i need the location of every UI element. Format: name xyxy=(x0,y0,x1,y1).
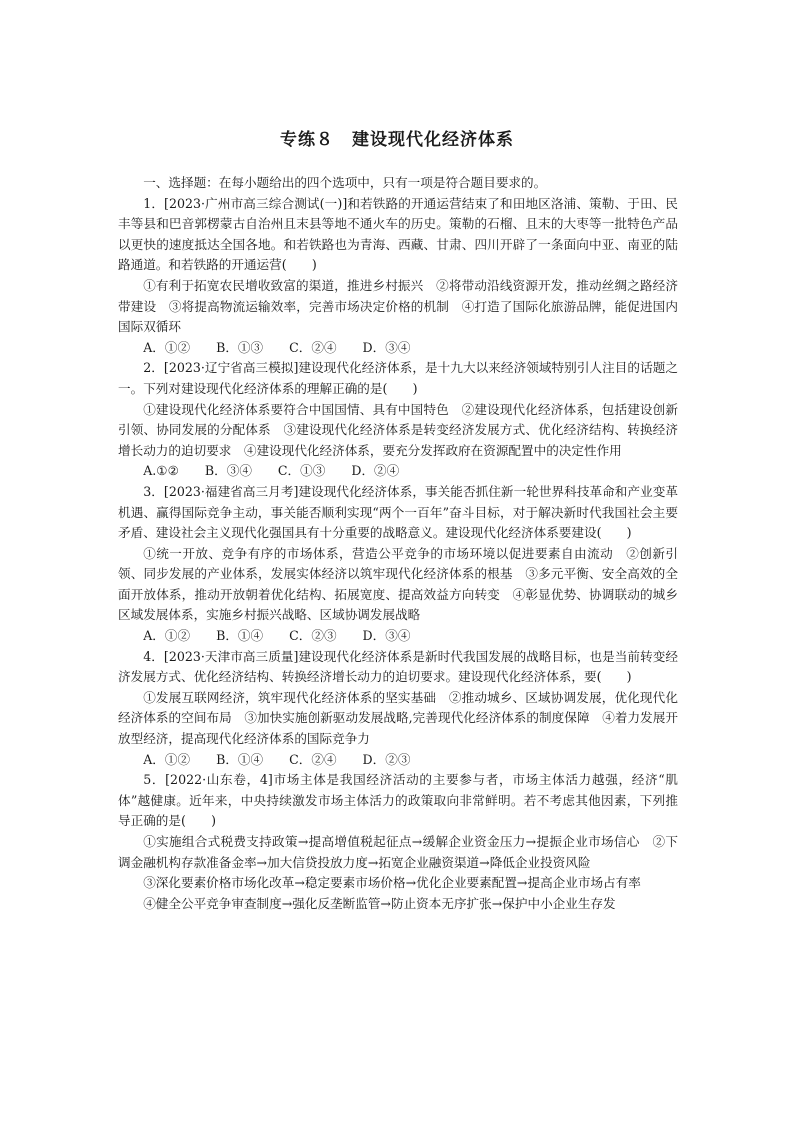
question-list xyxy=(118,173,678,914)
question-4-stem: 4．[2023·天津市高三质量]建设现代化经济体系是新时代我国发展的战略目标，也是当前转变经济发展方式、优化经济结构、转换经济增长动力的迫切要求。建设现代化经济体系，要( ) xyxy=(118,648,678,685)
question-2-stem: 2．[2023·辽宁省高三模拟]建设现代化经济体系，是十九大以来经济领域特别引人注目的话题之一。下列对建设现代化经济体系的理解正确的是( ) xyxy=(118,360,678,396)
question-2-options xyxy=(118,461,678,482)
option-d: D．②④ xyxy=(351,463,400,479)
question-3-stem: 3．[2023·福建省高三月考]建设现代化经济体系，事关能否抓住新一轮世界科技革命和产业变革机遇、赢得国际竞争主动，事关能否顺利实现“两个一百年”奋斗目标，对于解决新时代我国社会主要矛盾、建设社会主义现代化强国具有十分重要的战略意义。建设现代化经济体系要建设( ) xyxy=(118,483,678,541)
question-5-stem: 5．[2022·山东卷，4]市场主体是我国经济活动的主要参与者，市场主体活力越强，经济“肌体”越健康。近年来，中央持续激发市场主体活力的政策取向非常鲜明。若不考虑其他因素，下列推导正确的是( ) xyxy=(118,772,678,829)
option-b: B．①④ xyxy=(216,751,264,767)
page-title: 专练８ 建设现代化经济体系 xyxy=(280,130,514,150)
option-a: A．①② xyxy=(143,339,191,355)
option-c: C．②④ xyxy=(289,339,337,355)
option-c: C．②④ xyxy=(289,751,337,767)
section-heading: 一、选择题：在每小题给出的四个选项中，只有一项是符合题目要求的。 xyxy=(143,175,547,190)
option-c: C．②③ xyxy=(289,628,337,644)
question-5-statement-3: ④健全公平竞争审查制度→强化反垄断监管→防止资本无序扩张→保护中小企业生存发 xyxy=(143,895,616,911)
question-4-options xyxy=(118,750,678,771)
question-3-statements: ①统一开放、竞争有序的市场体系，营造公平竞争的市场环境以促进要素自由流动 ②创新引领、同步发展的产业体系，发展实体经济以筑牢现代化经济体系的根基 ③多元平衡、安全高效的全面开放体系，推动开放朝着优化结构、拓展宽度、提高效益方向转变 ④彰显优势、协调联动的城乡区域发展体系，实施乡村振兴战略、区域协调发展战略 xyxy=(118,545,678,623)
option-b: B．③④ xyxy=(204,463,252,479)
question-5-statement-2: ③深化要素价格市场化改革→稳定要素市场价格→优化企业要素配置→提高企业市场占有率 xyxy=(143,875,641,891)
option-d: D．③④ xyxy=(362,339,411,355)
option-b: B．①④ xyxy=(216,628,264,644)
question-2-statements: ①建设现代化经济体系要符合中国国情、具有中国特色 ②建设现代化经济体系，包括建设创新引领、协同发展的分配体系 ③建设现代化经济体系是转变经济发展方式、优化经济结构、转换经济增长动力的迫切要求 ④建设现代化经济体系，要充分发挥政府在资源配置中的决定性作用 xyxy=(118,401,678,458)
option-d: D．③④ xyxy=(362,628,411,644)
question-5-statement-1: ①实施组合式税费支持政策→提高增值税起征点→缓解企业资金压力→提振企业市场信心 ②下调金融机构存款准备金率→加大信贷投放力度→拓宽企业融资渠道→降低企业投资风险 xyxy=(118,834,678,870)
question-3-options xyxy=(118,626,678,647)
question-1-statements: ①有利于拓宽农民增收致富的渠道，推进乡村振兴 ②将带动沿线资源开发，推动丝绸之路经济带建设 ③将提高物流运输效率，完善市场决定价格的机制 ④打造了国际化旅游品牌，能促进国内国际双循环 xyxy=(118,277,678,335)
option-d: D．②③ xyxy=(362,751,411,767)
option-a: A.①② xyxy=(143,463,179,479)
option-b: B．①③ xyxy=(216,339,264,355)
question-1-options xyxy=(118,338,678,359)
option-a: A．①② xyxy=(143,751,191,767)
question-1-stem: 1．[2023·广州市高三综合测试(一)]和若铁路的开通运营结束了和田地区洛浦、策勒、于田、民丰等县和巴音郭楞蒙古自治州且末县等地不通火车的历史。策勒的石榴、且末的大枣等一批特色产品以更快的速度抵达全国各地。和若铁路也为青海、西藏、甘肃、四川开辟了一条面向中亚、南亚的陆路通道。和若铁路的开通运营( ) xyxy=(118,195,678,273)
question-4-statements: ①发展互联网经济，筑牢现代化经济体系的坚实基础 ②推动城乡、区域协调发展，优化现代化经济体系的空间布局 ③加快实施创新驱动发展战略,完善现代化经济体系的制度保障 ④着力发展开放型经济，提高现代化经济体系的国际竞争力 xyxy=(118,689,678,747)
option-a: A．①② xyxy=(143,628,191,644)
option-c: C．①③ xyxy=(277,463,326,479)
